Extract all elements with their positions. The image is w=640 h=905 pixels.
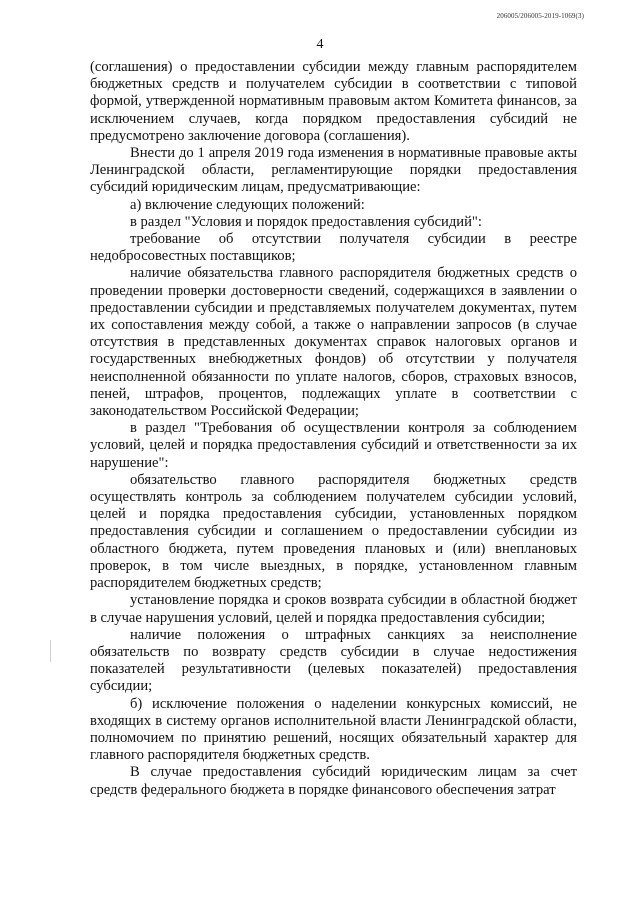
paragraph-8: обязательство главного распорядителя бюджетных средств осуществлять контроль за соблюдением получателем субсидии условий, целей и порядка предоставления субсидии, установленных порядком предоставления субсидии и соглашением о предоставлении субсидии из областного бюджета, путем проведения плановых и (или) внеплановых проверок, в том числе выездных, в порядке, установленном главным распорядителем бюджетных средств; bbox=[90, 471, 577, 592]
paragraph-6: наличие обязательства главного распорядителя бюджетных средств о проведении проверки достоверности сведений, содержащихся в заявлении о предоставлении субсидии и представляемых получателем документах, путем их сопоставления между собой, а также о направлении запросов (в случае отсутствия в представленных документах справок налоговых органов и государственных внебюджетных фондов) об отсутствии у получателя неисполненной обязанности по уплате налогов, сборов, страховых взносов, пеней, штрафов, процентов, подлежащих уплате в соответствии с законодательством Российской Федерации; bbox=[90, 265, 577, 420]
page-number: 4 bbox=[316, 37, 324, 52]
paragraph-2: Внести до 1 апреля 2019 года изменения в нормативные правовые акты Ленинградской области, регламентирующие порядки предоставления субсидий юридическим лицам, предусматривающие: bbox=[90, 145, 577, 196]
paragraph-3: а) включение следующих положений: bbox=[130, 196, 365, 213]
paragraph-9: установление порядка и сроков возврата субсидии в областной бюджет в случае нарушения условий, целей и порядка предоставления субсидии; bbox=[90, 592, 577, 626]
paragraph-5: требование об отсутствии получателя субсидии в реестре недобросовестных поставщиков; bbox=[90, 231, 577, 265]
paragraph-11: б) исключение положения о наделении конкурсных комиссий, не входящих в систему органов исполнительной власти Ленинградской области, полномочием по принятию решений, носящих обязательный характер для главного распорядителя бюджетных средств. bbox=[90, 695, 577, 764]
body-text bbox=[90, 59, 577, 799]
paragraph-10: наличие положения о штрафных санкциях за неисполнение обязательств по возврату средств субсидии в случае недостижения показателей результативности (целевых показателей) предоставления субсидии; bbox=[90, 626, 577, 695]
paragraph-1: (соглашения) о предоставлении субсидии между главным распорядителем бюджетных средств и получателем субсидии в соответствии с типовой формой, утвержденной нормативным правовым актом Комитета финансов, за исключением случаев, когда порядком предоставления субсидий не предусмотрено заключение договора (соглашения). bbox=[90, 59, 577, 144]
paragraph-7: в раздел "Требования об осуществлении контроля за соблюдением условий, целей и порядка предоставления субсидий и ответственности за их нарушение": bbox=[90, 420, 577, 471]
paragraph-12: В случае предоставления субсидий юридическим лицам за счет средств федерального бюджета в порядке финансового обеспечения затрат bbox=[90, 764, 577, 798]
document-code: 206005/206005-2019-1069(3) bbox=[496, 12, 584, 20]
margin-mark bbox=[50, 640, 51, 662]
paragraph-4: в раздел "Условия и порядок предоставления субсидий": bbox=[130, 213, 482, 230]
